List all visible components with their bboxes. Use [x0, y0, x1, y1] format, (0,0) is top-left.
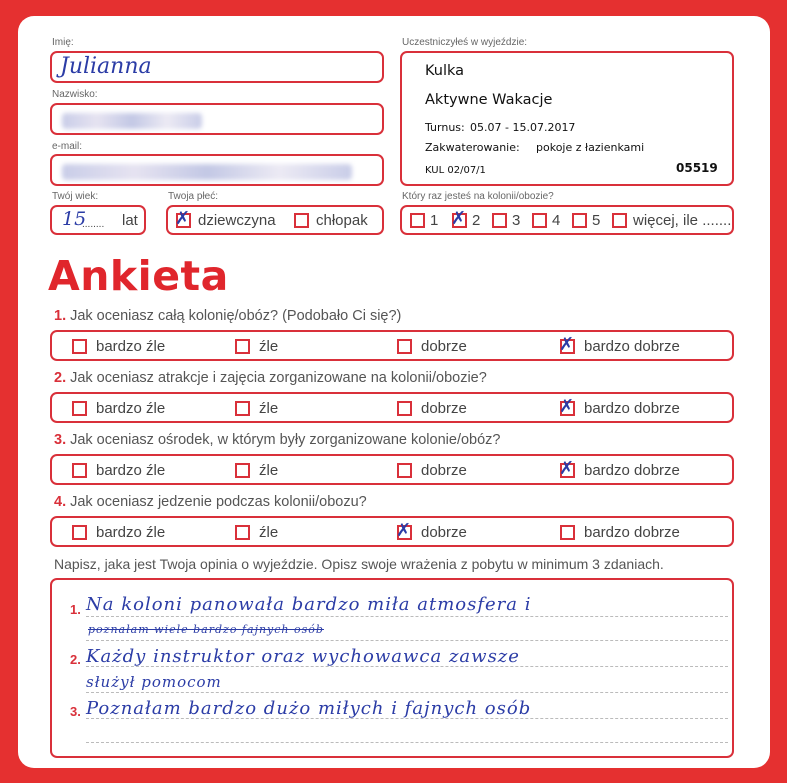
q2-option-very-bad: bardzo źle: [96, 400, 166, 417]
name-value: Julianna: [60, 54, 152, 79]
camp-code: KUL 02/07/1: [425, 165, 486, 176]
q3-checkbox-good[interactable]: [397, 463, 412, 478]
q3-option-very-good: bardzo dobrze: [584, 462, 680, 479]
check-mark-icon: ✗: [396, 520, 412, 541]
email-label: e-mail:: [52, 141, 83, 152]
times-checkbox-3[interactable]: [492, 213, 507, 228]
age-dots: ........: [82, 219, 105, 230]
answer-line-1b: poznałam wiele bardzo fajnych osób: [88, 623, 324, 636]
survey-sheet: [18, 16, 770, 768]
name-field[interactable]: [50, 51, 384, 83]
gender-checkbox-female[interactable]: [175, 208, 191, 229]
q1-checkbox-very-bad[interactable]: [72, 339, 87, 354]
q3-checkbox-very-bad[interactable]: [72, 463, 87, 478]
name-label: Imię:: [52, 37, 74, 48]
q2-checkbox-very-bad[interactable]: [72, 401, 87, 416]
camp-number: 05519: [676, 161, 718, 175]
question-4: [54, 494, 367, 510]
question-text: Jak oceniasz całą kolonię/obóz? (Podobało Ci się?): [70, 308, 402, 324]
surname-field[interactable]: [50, 103, 384, 135]
check-mark-icon: ✗: [559, 396, 575, 417]
q4-option-good: dobrze: [421, 524, 467, 541]
q2-option-bad: źle: [259, 400, 279, 417]
question-number: 1.: [54, 308, 67, 324]
opinion-prompt: Napisz, jaka jest Twoja opinia o wyjeździe. Opisz swoje wrażenia z pobytu w minimum 3 zdaniach.: [54, 556, 664, 572]
times-checkbox-1[interactable]: [410, 213, 425, 228]
question-number: 2.: [54, 370, 67, 386]
age-value: 15: [62, 208, 87, 230]
answer-row-2: [50, 392, 734, 423]
times-checkbox-more[interactable]: [612, 213, 627, 228]
check-mark-icon: ✗: [175, 208, 191, 229]
gender-option-female: dziewczyna: [198, 212, 276, 229]
writing-line: [86, 616, 728, 617]
q1-checkbox-bad[interactable]: [235, 339, 250, 354]
times-checkbox-4[interactable]: [532, 213, 547, 228]
age-unit: lat: [122, 212, 138, 229]
q1-option-very-bad: bardzo źle: [96, 338, 166, 355]
q4-checkbox-good[interactable]: [396, 520, 412, 541]
check-mark-icon: ✗: [559, 458, 575, 479]
q3-checkbox-bad[interactable]: [235, 463, 250, 478]
q1-checkbox-very-good[interactable]: [559, 334, 575, 355]
times-label: Który raz jesteś na kolonii/obozie?: [402, 191, 554, 202]
times-option-1: 1: [430, 212, 439, 229]
redacted-email: [62, 164, 352, 180]
question-2: [54, 370, 487, 386]
writing-line: [86, 742, 728, 743]
q1-checkbox-good[interactable]: [397, 339, 412, 354]
redacted-surname: [62, 113, 202, 129]
q4-option-bad: źle: [259, 524, 279, 541]
q4-checkbox-bad[interactable]: [235, 525, 250, 540]
question-1: [54, 308, 401, 324]
times-checkbox-2[interactable]: [451, 208, 467, 229]
q2-checkbox-bad[interactable]: [235, 401, 250, 416]
times-option-2: 2: [472, 212, 481, 229]
answer-row-4: [50, 516, 734, 547]
q2-checkbox-very-good[interactable]: [559, 396, 575, 417]
check-mark-icon: ✗: [559, 334, 575, 355]
camp-program: Aktywne Wakacje: [425, 92, 553, 108]
camp-name: Kulka: [425, 63, 465, 79]
q3-option-good: dobrze: [421, 462, 467, 479]
times-option-3: 3: [512, 212, 521, 229]
q4-checkbox-very-bad[interactable]: [72, 525, 87, 540]
question-3: [54, 432, 500, 448]
line-number-1: 1.: [70, 602, 81, 617]
gender-label: Twoja płeć:: [168, 191, 219, 202]
email-field[interactable]: [50, 154, 384, 186]
age-field[interactable]: [50, 205, 146, 235]
q3-option-very-bad: bardzo źle: [96, 462, 166, 479]
q3-checkbox-very-good[interactable]: [559, 458, 575, 479]
q4-option-very-bad: bardzo źle: [96, 524, 166, 541]
accommodation-label: Zakwaterowanie:: [425, 141, 520, 154]
line-number-3: 3.: [70, 704, 81, 719]
times-option-4: 4: [552, 212, 561, 229]
answer-row-3: [50, 454, 734, 485]
accommodation-value: pokoje z łazienkami: [536, 141, 645, 154]
turnus-label: Turnus:: [425, 121, 465, 134]
turnus-value: 05.07 - 15.07.2017: [470, 121, 576, 134]
q2-checkbox-good[interactable]: [397, 401, 412, 416]
question-text: Jak oceniasz jedzenie podczas kolonii/obozu?: [70, 494, 367, 510]
answer-line-1: Na koloni panowała bardzo miła atmosfera i: [86, 594, 532, 615]
answer-line-2: Każdy instruktor oraz wychowawca zawsze: [86, 646, 520, 667]
gender-field: [166, 205, 384, 235]
gender-checkbox-male[interactable]: [294, 213, 309, 228]
q1-option-bad: źle: [259, 338, 279, 355]
gender-option-male: chłopak: [316, 212, 368, 229]
answer-row-1: [50, 330, 734, 361]
answer-line-2b: służył pomocom: [86, 673, 222, 691]
q3-option-bad: źle: [259, 462, 279, 479]
question-number: 3.: [54, 432, 67, 448]
surname-label: Nazwisko:: [52, 89, 98, 100]
times-option-5: 5: [592, 212, 601, 229]
question-number: 4.: [54, 494, 67, 510]
times-checkbox-5[interactable]: [572, 213, 587, 228]
writing-line: [86, 640, 728, 641]
camp-info-box: [400, 51, 734, 186]
q1-option-good: dobrze: [421, 338, 467, 355]
q2-option-very-good: bardzo dobrze: [584, 400, 680, 417]
question-text: Jak oceniasz ośrodek, w którym były zorganizowane kolonie/obóz?: [70, 432, 501, 448]
q4-checkbox-very-good[interactable]: [560, 525, 575, 540]
q1-option-very-good: bardzo dobrze: [584, 338, 680, 355]
check-mark-icon: ✗: [451, 208, 467, 229]
age-label: Twój wiek:: [52, 191, 99, 202]
writing-line: [86, 692, 728, 693]
q2-option-good: dobrze: [421, 400, 467, 417]
times-field: [400, 205, 734, 235]
times-option-more: więcej, ile .......: [633, 212, 732, 229]
participated-label: Uczestniczyłeś w wyjeździe:: [402, 37, 528, 48]
survey-title: Ankieta: [48, 252, 229, 300]
question-text: Jak oceniasz atrakcje i zajęcia zorganizowane na kolonii/obozie?: [70, 370, 487, 386]
line-number-2: 2.: [70, 652, 81, 667]
answer-line-3: Poznałam bardzo dużo miłych i fajnych osób: [86, 698, 532, 719]
q4-option-very-good: bardzo dobrze: [584, 524, 680, 541]
opinion-box[interactable]: [50, 578, 734, 758]
